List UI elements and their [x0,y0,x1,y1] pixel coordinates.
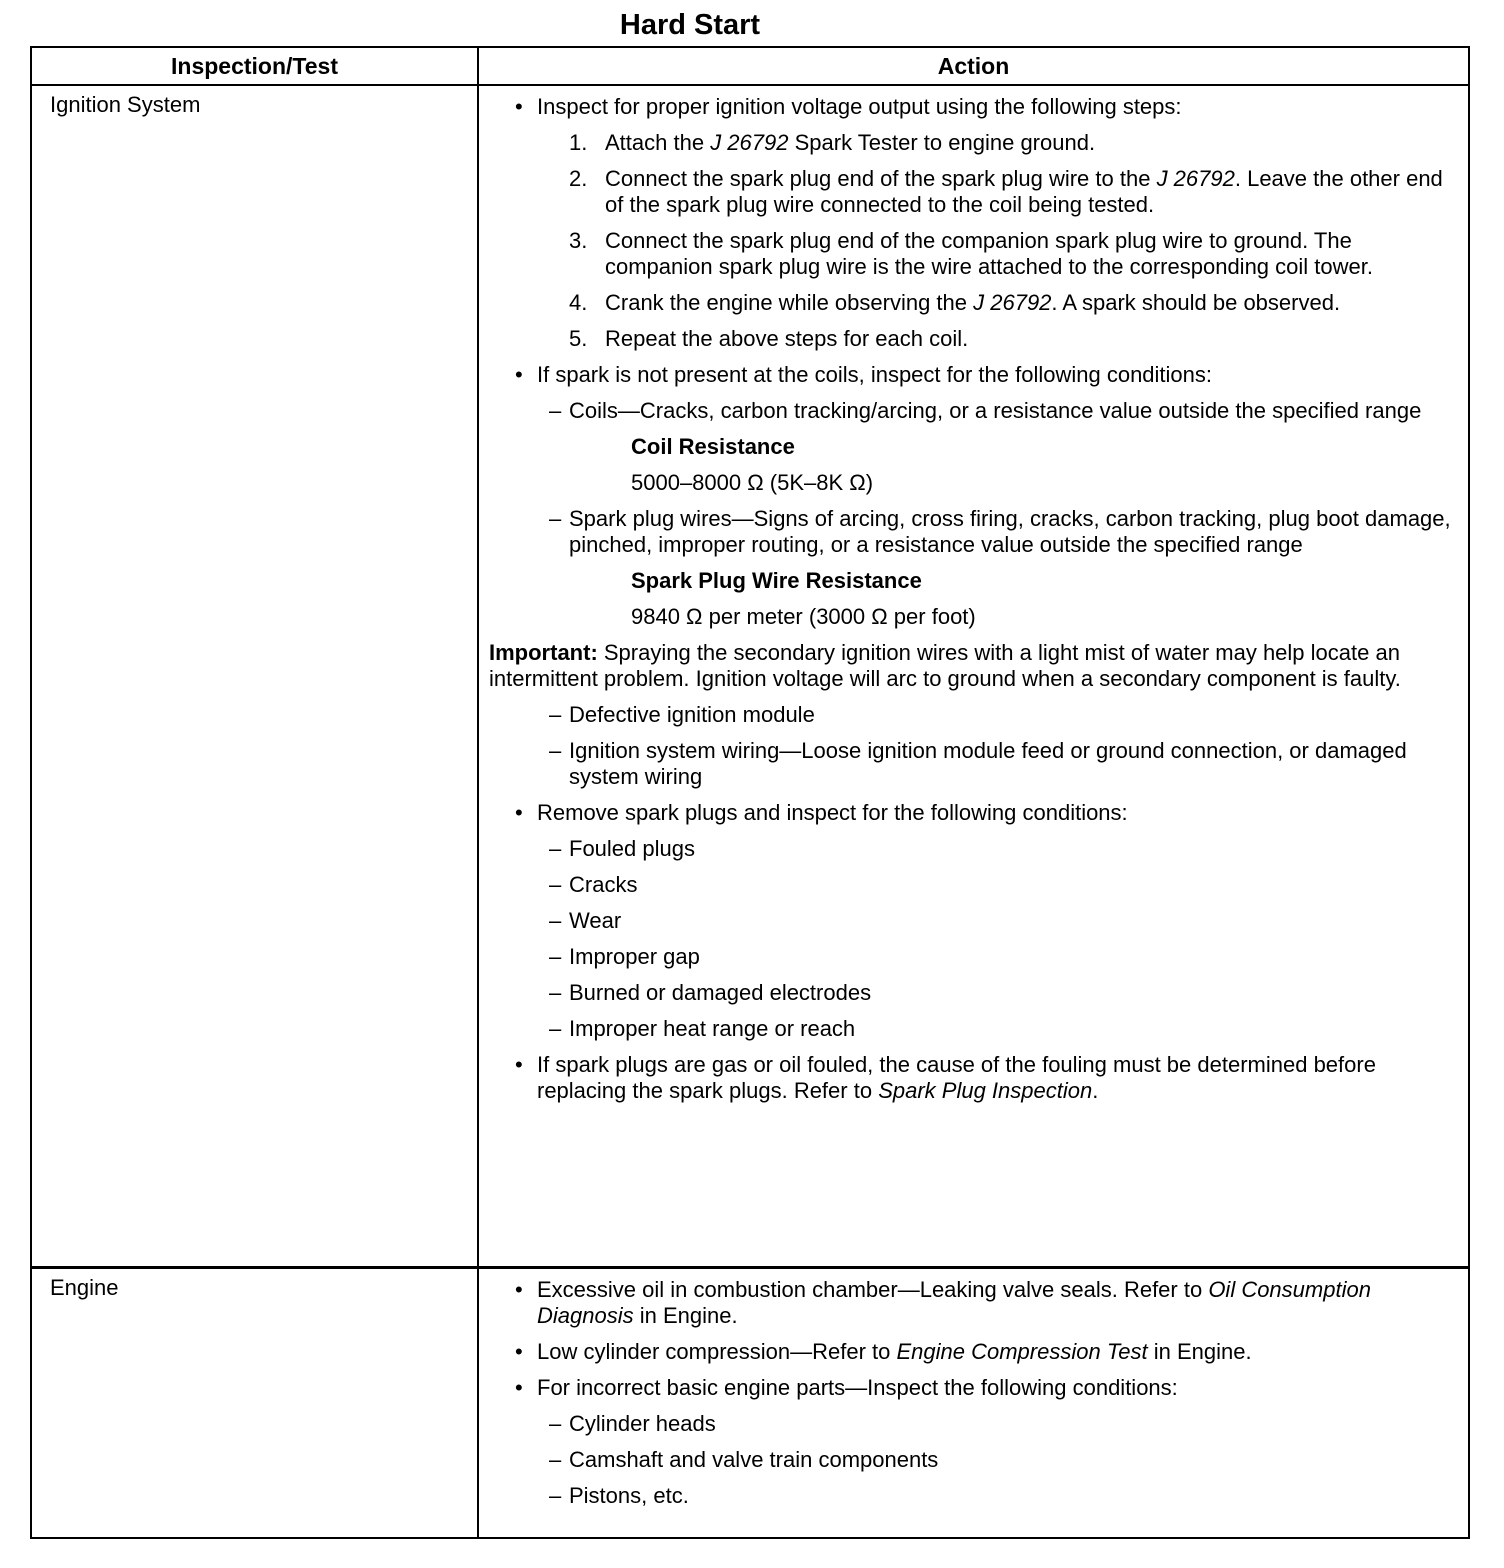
bullet-low-compression: • Low cylinder compression—Refer to Engine Compression Test in Engine. [489,1339,1456,1365]
table-row-engine [31,1268,1469,1539]
bullet-fouled-plugs: • If spark plugs are gas or oil fouled, the cause of the fouling must be determined before replacing the spark plugs. Refer to Spark Plug Inspection. [489,1052,1456,1104]
inspection-cell [31,1268,478,1539]
step-5: 5. Repeat the above steps for each coil. [569,326,969,351]
list-item: – Burned or damaged electrodes [489,980,1456,1006]
condition-spark-plug-wires: – Spark plug wires—Signs of arcing, cross firing, cracks, carbon tracking, plug boot damage, pinched, improper routing, or a resistance value outside the specified range [489,506,1456,558]
action-cell [478,1268,1469,1539]
action-cell [478,85,1469,1268]
link-spark-plug-inspection: Spark Plug Inspection [878,1078,1093,1103]
step-1: 1. Attach the J 26792 Spark Tester to engine ground. [569,130,1096,155]
page-title: Hard Start [619,9,761,41]
list-item: – Cylinder heads [489,1411,1456,1437]
wire-resistance-label: Spark Plug Wire Resistance [631,568,922,593]
step-2: 2. Connect the spark plug end of the spark plug wire to the J 26792. Leave the other end of the spark plug wire connected to the coil being tested. [569,166,1443,217]
condition-ignition-wiring: – Ignition system wiring—Loose ignition module feed or ground connection, or damaged system wiring [489,738,1456,790]
table-row-ignition-system [31,85,1469,1268]
list-item: – Wear [489,908,1456,934]
step-4: 4. Crank the engine while observing the J 26792. A spark should be observed. [569,290,1341,315]
header-inspection-test: Inspection/Test [31,47,478,85]
bullet-excessive-oil: • Excessive oil in combustion chamber—Leaking valve seals. Refer to Oil Consumption Diagnosis in Engine. [489,1277,1456,1329]
bullet-incorrect-parts: • For incorrect basic engine parts—Inspect the following conditions: [489,1375,1456,1401]
condition-ignition-module: – Defective ignition module [489,702,1456,728]
condition-coils: – Coils—Cracks, carbon tracking/arcing, or a resistance value outside the specified range [489,398,1456,424]
important-note: Important: Spraying the secondary ignition wires with a light mist of water may help locate an intermittent problem. Ignition voltage will arc to ground when a secondary component is faulty. [489,640,1401,691]
coil-resistance-value: 5000–8000 Ω (5K–8K Ω) [631,470,874,495]
list-item: – Fouled plugs [489,836,1456,862]
coil-resistance-label: Coil Resistance [631,434,795,459]
inspection-cell [31,85,478,1268]
header-row [31,47,1469,85]
inspection-label-ignition: Ignition System [50,92,201,117]
wire-resistance-value: 9840 Ω per meter (3000 Ω per foot) [631,604,976,629]
list-item: – Improper heat range or reach [489,1016,1456,1042]
list-item: – Improper gap [489,944,1456,970]
hard-start-table [30,46,1470,1539]
bullet-remove-spark-plugs: • Remove spark plugs and inspect for the following conditions: [489,800,1456,826]
bullet-spark-not-present: • If spark is not present at the coils, inspect for the following conditions: [489,362,1456,388]
step-3: 3. Connect the spark plug end of the companion spark plug wire to ground. The companion spark plug wire is the wire attached to the corresponding coil tower. [569,228,1373,279]
list-item: – Cracks [489,872,1456,898]
inspection-label-engine: Engine [50,1275,119,1300]
link-engine-compression-test: Engine Compression Test [896,1339,1148,1364]
header-action: Action [478,47,1469,85]
list-item: – Pistons, etc. [489,1483,1456,1509]
bullet-voltage-output: • Inspect for proper ignition voltage output using the following steps: [489,94,1456,120]
list-item: – Camshaft and valve train components [489,1447,1456,1473]
link-oil-consumption-diagnosis: Oil Consumption Diagnosis [537,1277,1371,1328]
